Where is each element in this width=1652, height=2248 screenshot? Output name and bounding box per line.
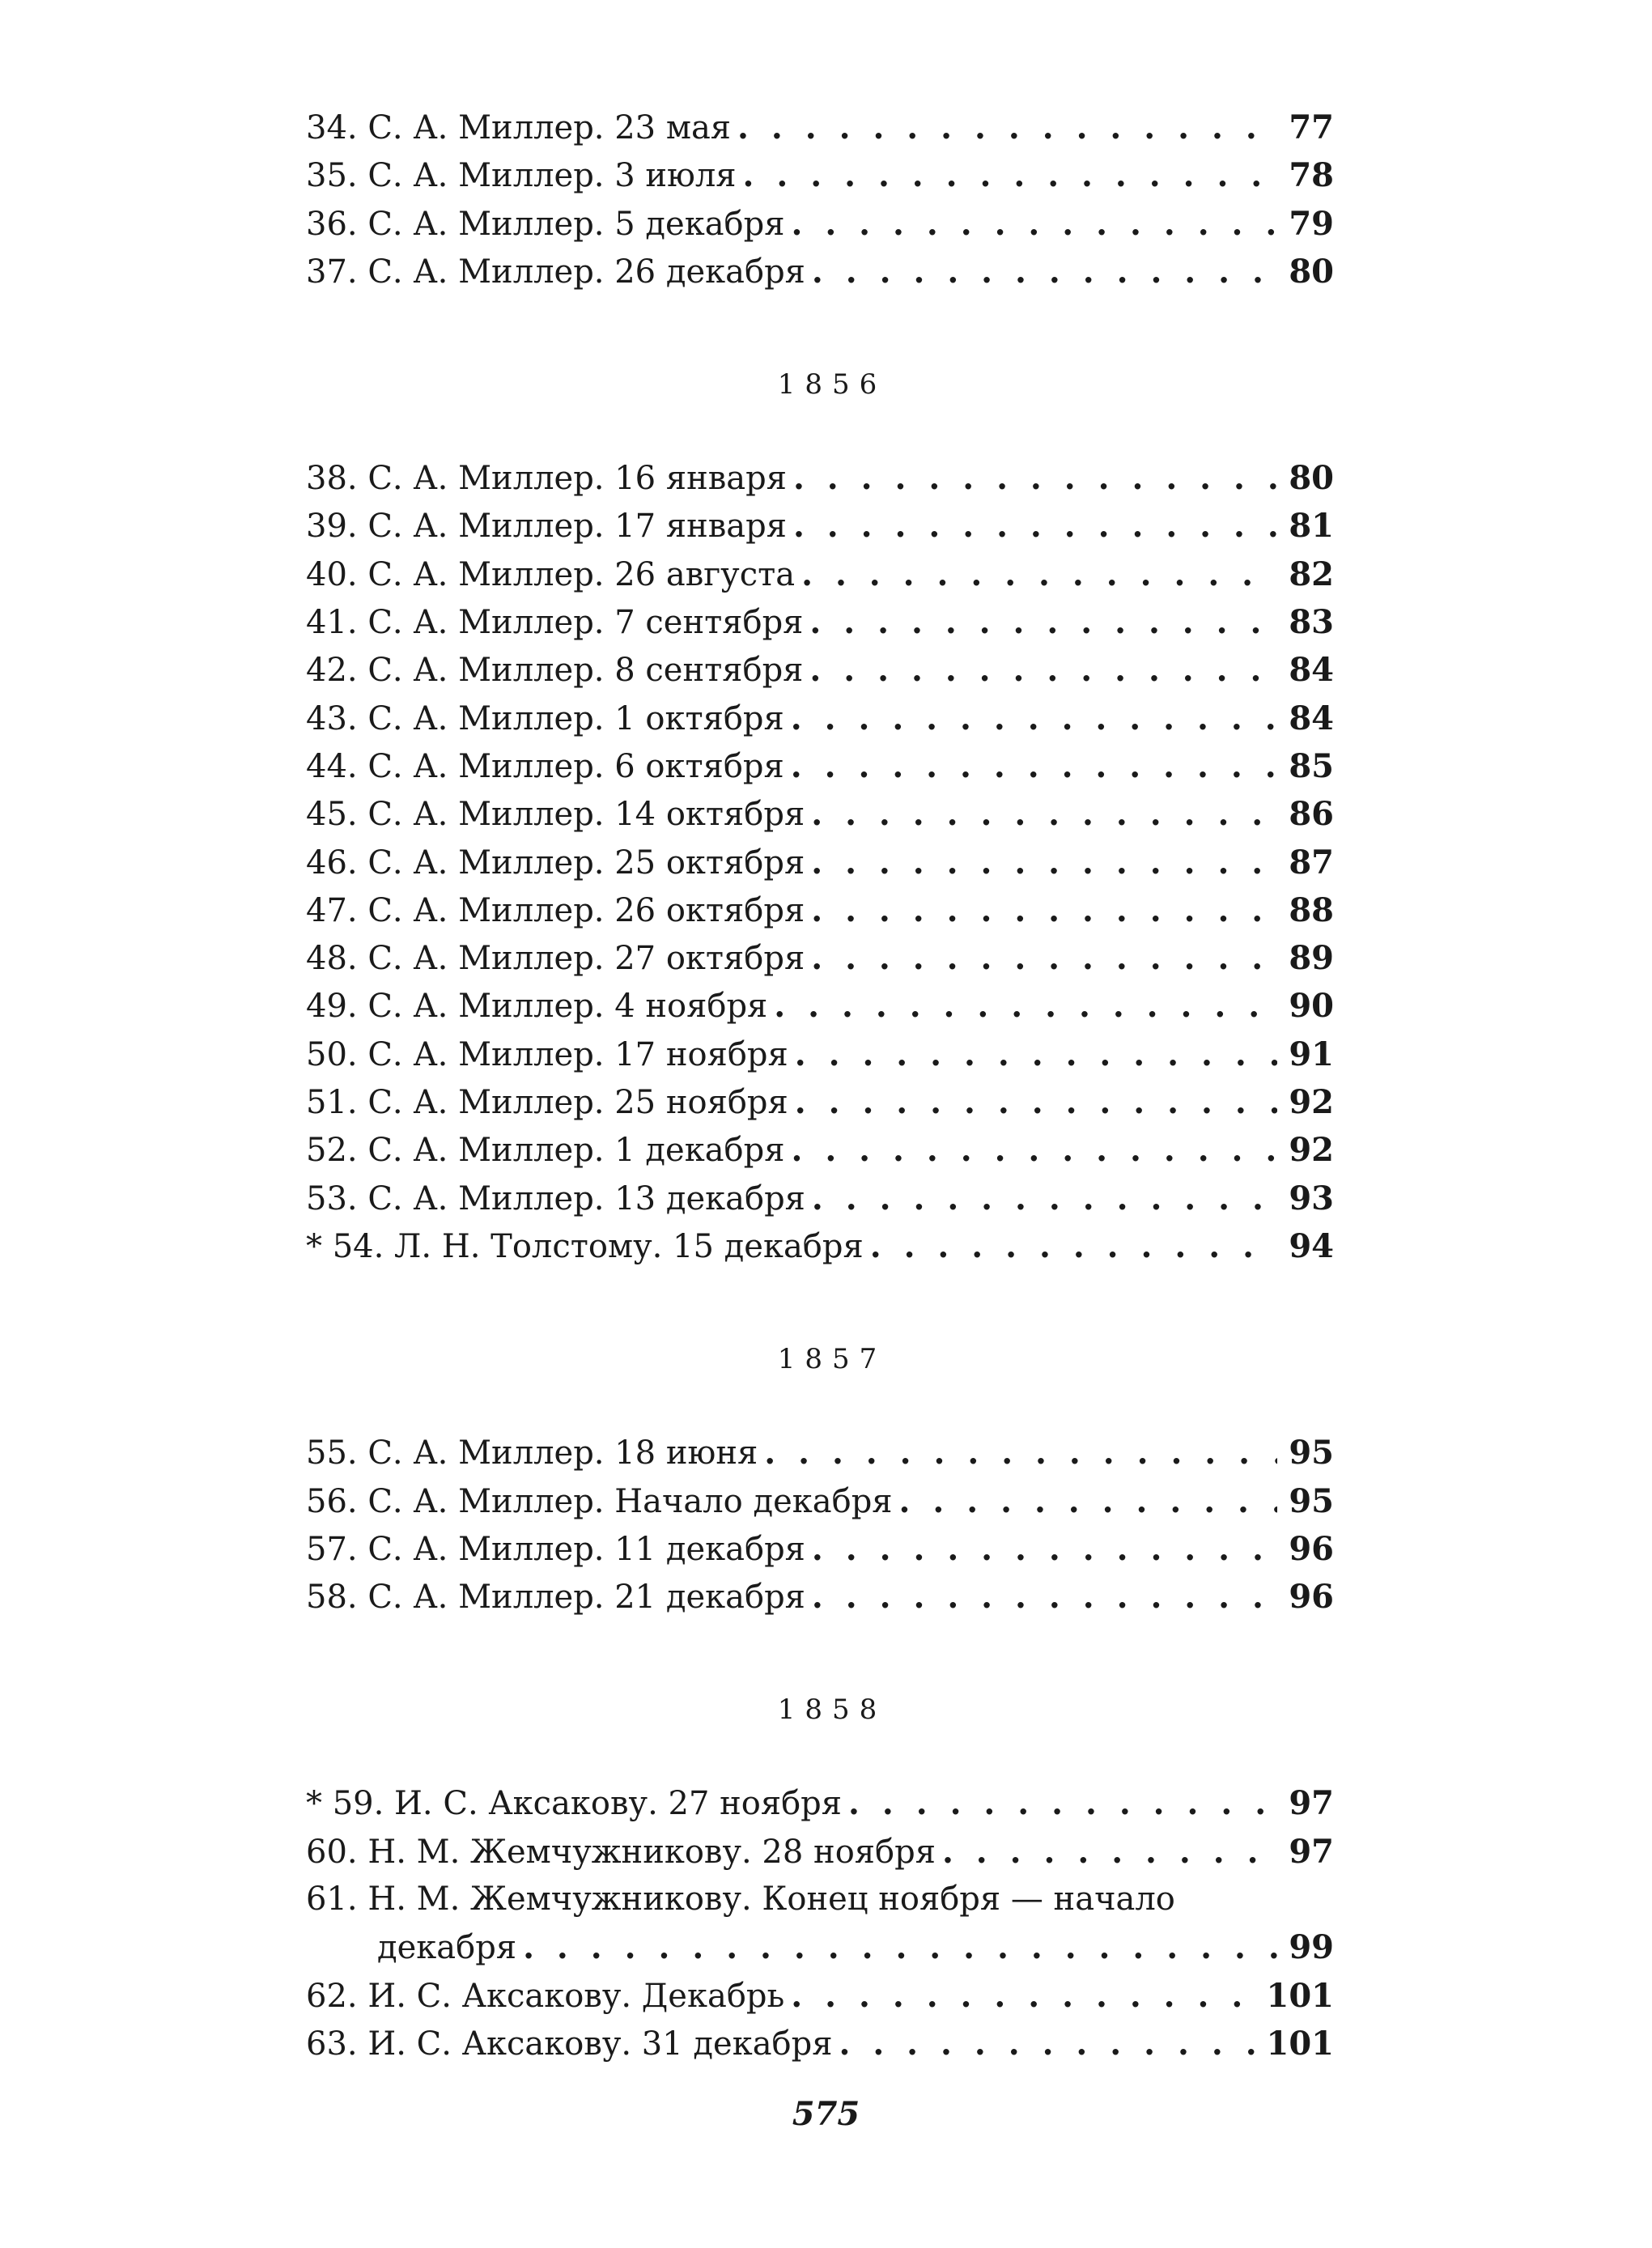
dot-leader: [812, 248, 1277, 295]
toc-entry-page: 80: [1289, 252, 1334, 291]
dot-leader: [795, 1031, 1277, 1078]
toc-entry-title: 44. С. А. Миллер. 6 октября: [306, 747, 784, 785]
dot-leader: [774, 982, 1277, 1030]
toc-entry-title: * 54. Л. Н. Толстому. 15 декабря: [306, 1227, 864, 1265]
toc-entry-title: 47. С. А. Миллер. 26 октября: [306, 891, 805, 929]
toc-entry-title: 36. С. А. Миллер. 5 декабря: [306, 205, 785, 243]
toc-entry-page: 77: [1289, 108, 1334, 147]
dot-leader: [791, 1972, 1266, 2020]
dot-leader: [812, 1525, 1277, 1573]
dot-leader: [811, 839, 1277, 886]
toc-entry-title: 53. С. А. Миллер. 13 декабря: [306, 1179, 805, 1217]
toc-entry: [306, 1573, 1334, 1621]
toc-entry-page: 101: [1266, 2024, 1334, 2063]
toc-entry: [306, 1078, 1334, 1126]
toc-entry-title: 49. С. А. Миллер. 4 ноября: [306, 988, 768, 1026]
toc-entry: [306, 695, 1334, 742]
toc-entry: [306, 151, 1334, 199]
toc-entry-title: 46. С. А. Миллер. 25 октября: [306, 844, 805, 882]
toc-entry-page: 97: [1289, 1784, 1334, 1823]
toc-entry: [306, 248, 1334, 295]
dot-leader: [811, 934, 1277, 982]
toc-entry-page: 78: [1289, 156, 1334, 195]
toc-entry-title: * 59. И. С. Аксакову. 27 ноября: [306, 1785, 843, 1823]
toc-entry: [306, 646, 1334, 694]
toc-entry-page: 81: [1289, 507, 1334, 546]
toc-entry: [306, 1126, 1334, 1174]
toc-entry-page: 91: [1289, 1035, 1334, 1073]
dot-leader: [809, 646, 1277, 694]
dot-leader: [791, 1126, 1277, 1174]
toc-entry: [306, 982, 1334, 1030]
toc-entry-title: 37. С. А. Миллер. 26 декабря: [306, 253, 805, 291]
dot-leader: [839, 2020, 1266, 2067]
dot-leader: [795, 1078, 1277, 1126]
toc-entry-title: 43. С. А. Миллер. 1 октября: [306, 699, 784, 737]
toc-entry-title: 63. И. С. Аксакову. 31 декабря: [306, 2025, 833, 2063]
toc-entry-page: 85: [1289, 746, 1334, 785]
toc-entry-page: 99: [1289, 1928, 1334, 1967]
year-heading: 1856: [777, 368, 887, 402]
dot-leader: [809, 598, 1277, 646]
toc-entry-page: 92: [1289, 1083, 1334, 1122]
dot-leader: [791, 200, 1277, 248]
dot-leader: [812, 1573, 1277, 1621]
toc-entry: [306, 1222, 1334, 1270]
toc-entry-title: 39. С. А. Миллер. 17 января: [306, 508, 787, 546]
toc-entry: [306, 790, 1334, 838]
toc-entry-title: 60. Н. М. Жемчужникову. 28 ноября: [306, 1833, 936, 1871]
dot-leader: [523, 1923, 1277, 1971]
toc-entry-title: декабря: [377, 1929, 517, 1967]
dot-leader: [811, 790, 1277, 838]
toc-entry-page: 87: [1289, 843, 1334, 882]
toc-entry: [306, 598, 1334, 646]
toc-entry-title: 40. С. А. Миллер. 26 августа: [306, 555, 796, 593]
toc-entry: [306, 886, 1334, 934]
toc-entry-page: 84: [1289, 651, 1334, 690]
toc-entry: [306, 1972, 1334, 2020]
toc-entry-page: 92: [1289, 1131, 1334, 1170]
toc-entry: [306, 1031, 1334, 1078]
toc-entry-title: 42. С. А. Миллер. 8 сентября: [306, 652, 804, 690]
toc-entry-title: 38. С. А. Миллер. 16 января: [306, 460, 787, 498]
toc-entry: [306, 1828, 1334, 1876]
toc-entry: [306, 934, 1334, 982]
toc-entry-page: 96: [1289, 1578, 1334, 1617]
toc-entry-page: 83: [1289, 603, 1334, 642]
toc-entry: [306, 1923, 1334, 1971]
toc-entry-page: 90: [1289, 987, 1334, 1026]
toc-entry: [306, 1429, 1334, 1477]
dot-leader: [848, 1779, 1277, 1827]
dot-leader: [811, 886, 1277, 934]
toc-entry-page: 95: [1289, 1434, 1334, 1472]
toc-entry-title: 41. С. А. Миллер. 7 сентября: [306, 604, 804, 642]
toc-entry-title: 52. С. А. Миллер. 1 декабря: [306, 1132, 785, 1170]
toc-entry-title: 57. С. А. Миллер. 11 декабря: [306, 1530, 805, 1568]
toc-entry: [306, 1175, 1334, 1222]
toc-entry-page: 97: [1289, 1832, 1334, 1871]
toc-entry-page: 79: [1289, 204, 1334, 243]
toc-entry-title: 48. С. А. Миллер. 27 октября: [306, 940, 805, 978]
toc-entry: [306, 1525, 1334, 1573]
toc-entry-page: 84: [1289, 699, 1334, 737]
dot-leader: [791, 742, 1277, 790]
toc-entry: [306, 454, 1334, 502]
toc-entry: [306, 1779, 1334, 1827]
dot-leader: [870, 1222, 1277, 1270]
toc-entry: [306, 502, 1334, 550]
toc-entry: [306, 1477, 1334, 1525]
toc-entry-title: 61. Н. М. Жемчужникову. Конец ноября — начало: [306, 1880, 1175, 1919]
toc-entry-title: 45. С. А. Миллер. 14 октября: [306, 796, 805, 834]
toc-entry-page: 95: [1289, 1481, 1334, 1520]
toc-entry-title: 50. С. А. Миллер. 17 ноября: [306, 1035, 788, 1073]
toc-entry-title: 56. С. А. Миллер. Начало декабря: [306, 1482, 893, 1520]
toc-entry: [306, 200, 1334, 248]
toc-entry-title: 35. С. А. Миллер. 3 июля: [306, 157, 737, 195]
dot-leader: [791, 695, 1277, 742]
dot-leader: [793, 502, 1277, 550]
toc-entry-page: 86: [1289, 795, 1334, 834]
dot-leader: [737, 104, 1277, 151]
toc-entry-page: 89: [1289, 939, 1334, 978]
toc-entry-title: 62. И. С. Аксакову. Декабрь: [306, 1977, 785, 2015]
table-of-contents: [306, 104, 1334, 2067]
toc-entry: [306, 1876, 1334, 1923]
toc-entry: [306, 742, 1334, 790]
page-number: 575: [792, 2095, 860, 2133]
toc-entry: [306, 104, 1334, 151]
toc-entry: [306, 839, 1334, 886]
toc-entry-page: 94: [1289, 1226, 1334, 1265]
toc-entry-page: 82: [1289, 555, 1334, 593]
year-heading: 1858: [777, 1693, 887, 1727]
dot-leader: [743, 151, 1277, 199]
toc-entry-page: 101: [1266, 1976, 1334, 2015]
toc-entry: [306, 2020, 1334, 2067]
dot-leader: [812, 1175, 1277, 1222]
toc-entry: [306, 550, 1334, 598]
toc-entry-title: 55. С. А. Миллер. 18 июня: [306, 1434, 758, 1472]
dot-leader: [801, 550, 1277, 598]
year-heading: 1857: [777, 1343, 887, 1376]
toc-entry-title: 58. С. А. Миллер. 21 декабря: [306, 1579, 805, 1617]
toc-entry-title: 34. С. А. Миллер. 23 мая: [306, 109, 732, 147]
toc-entry-page: 93: [1289, 1179, 1334, 1217]
dot-leader: [899, 1477, 1277, 1525]
dot-leader: [942, 1828, 1277, 1876]
dot-leader: [764, 1429, 1277, 1477]
dot-leader: [793, 454, 1277, 502]
toc-entry-title: 51. С. А. Миллер. 25 ноября: [306, 1084, 788, 1122]
toc-entry-page: 80: [1289, 459, 1334, 498]
toc-entry-page: 96: [1289, 1529, 1334, 1568]
toc-entry-page: 88: [1289, 890, 1334, 929]
